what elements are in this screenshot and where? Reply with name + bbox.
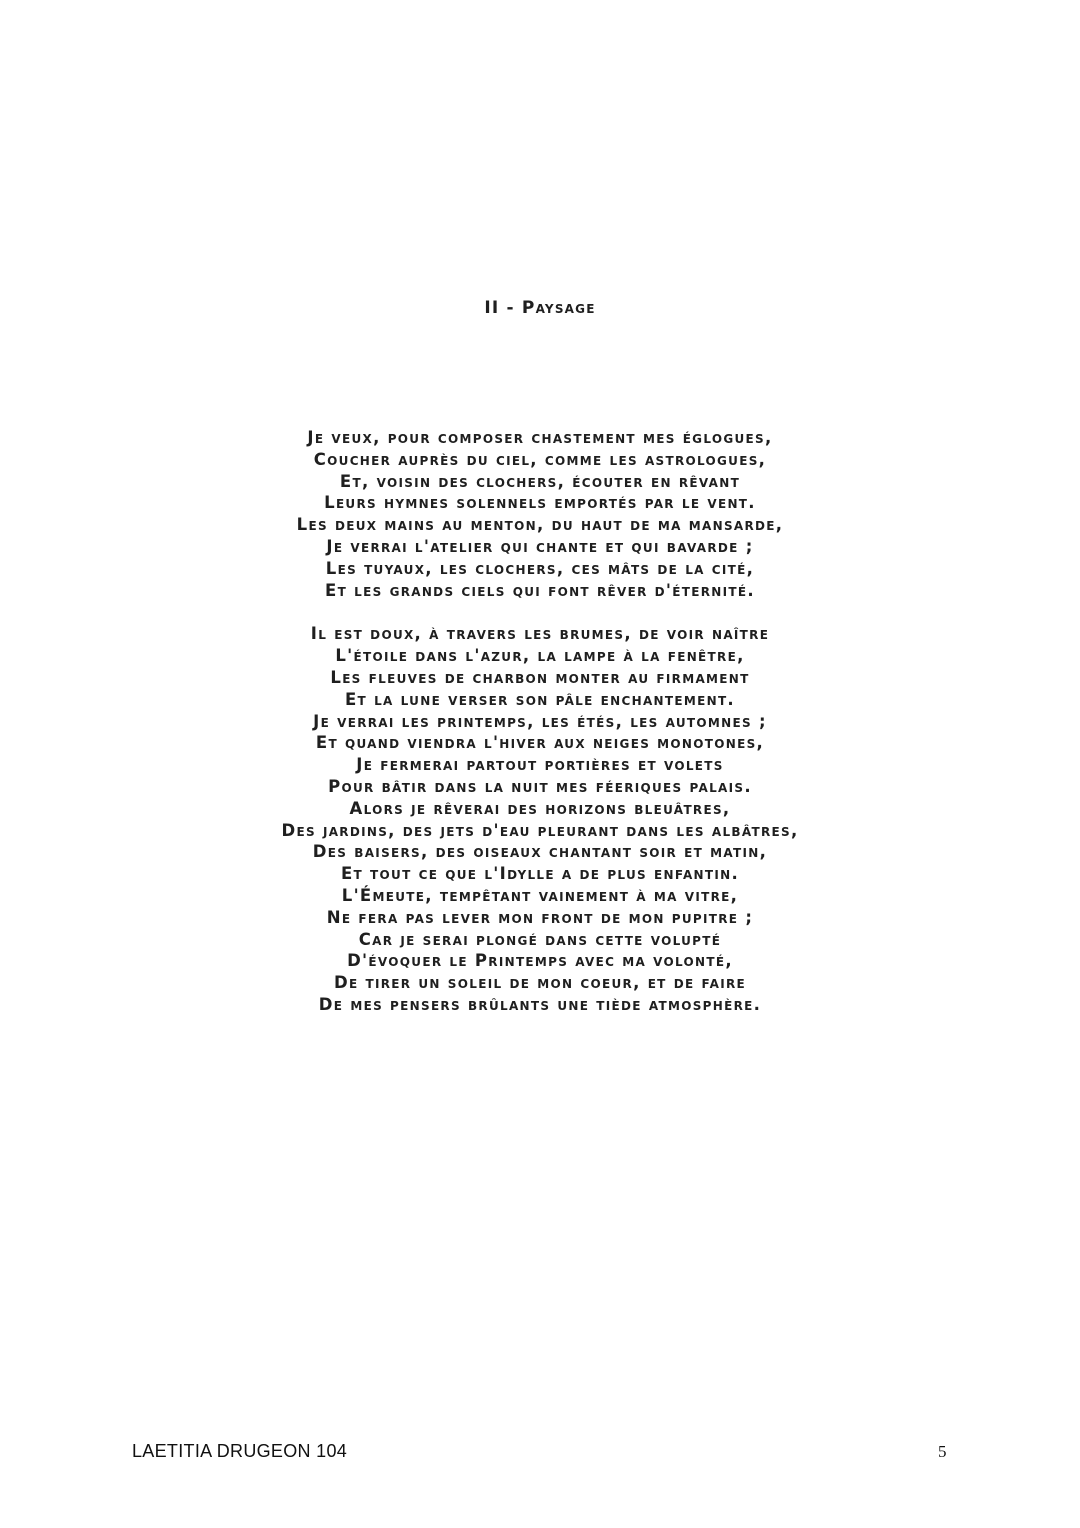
page-title: II - Paysage xyxy=(484,298,596,318)
verse-line: L'étoile dans l'azur, la lampe à la fenêtre, xyxy=(335,646,745,666)
verse-line: Leurs hymnes solennels emportés par le vent. xyxy=(324,493,756,513)
verse-line: Et les grands ciels qui font rêver d'éternité. xyxy=(325,580,755,600)
page-number: 5 xyxy=(938,1442,947,1461)
verse-line: De mes pensers brûlants une tiède atmosphère. xyxy=(318,994,762,1014)
verse-line: Et, voisin des clochers, écouter en rêvant xyxy=(339,471,741,491)
verse-line: Et la lune verser son pâle enchantement. xyxy=(344,689,735,709)
verse-line: Des baisers, des oiseaux chantant soir et matin, xyxy=(312,842,768,862)
verse-line: Je verrai les printemps, les étés, les automnes ; xyxy=(313,711,767,731)
verse-line: Coucher auprès du ciel, comme les astrologues, xyxy=(313,449,767,469)
footer-author: LAETITIA DRUGEON 104 xyxy=(132,1441,348,1461)
verse-line: Et quand viendra l'hiver aux neiges monotones, xyxy=(315,733,765,753)
verse-line: Pour bâtir dans la nuit mes féeriques palais. xyxy=(328,776,752,796)
verse-line: Il est doux, à travers les brumes, de voir naître xyxy=(310,624,770,644)
verse-line: Je verrai l'atelier qui chante et qui bavarde ; xyxy=(326,536,754,556)
verse-line: D'évoquer le Printemps avec ma volonté, xyxy=(347,951,733,971)
verse-line: Alors je rêverai des horizons bleuâtres, xyxy=(349,798,731,818)
verse-line: Des jardins, des jets d'eau pleurant dans les albâtres, xyxy=(281,820,799,840)
verse-line: Les deux mains au menton, du haut de ma mansarde, xyxy=(296,515,784,535)
poem-stanza-2 xyxy=(0,623,1080,1015)
verse-line: Je fermerai partout portières et volets xyxy=(356,755,724,775)
verse-line: Les tuyaux, les clochers, ces mâts de la cité, xyxy=(325,558,755,578)
poem-stanza-1 xyxy=(0,427,1080,601)
verse-line: L'Émeute, tempêtant vainement à ma vitre, xyxy=(341,885,739,905)
verse-line: De tirer un soleil de mon coeur, et de faire xyxy=(333,973,747,993)
verse-line: Je veux, pour composer chastement mes églogues, xyxy=(307,428,773,447)
verse-line: Car je serai plongé dans cette volupté xyxy=(358,929,722,949)
verse-line: Et tout ce que l'Idylle a de plus enfantin. xyxy=(340,864,740,884)
verse-line: Ne fera pas lever mon front de mon pupitre ; xyxy=(326,907,754,927)
verse-line: Les fleuves de charbon monter au firmament xyxy=(330,667,750,687)
poem xyxy=(0,427,1080,1038)
